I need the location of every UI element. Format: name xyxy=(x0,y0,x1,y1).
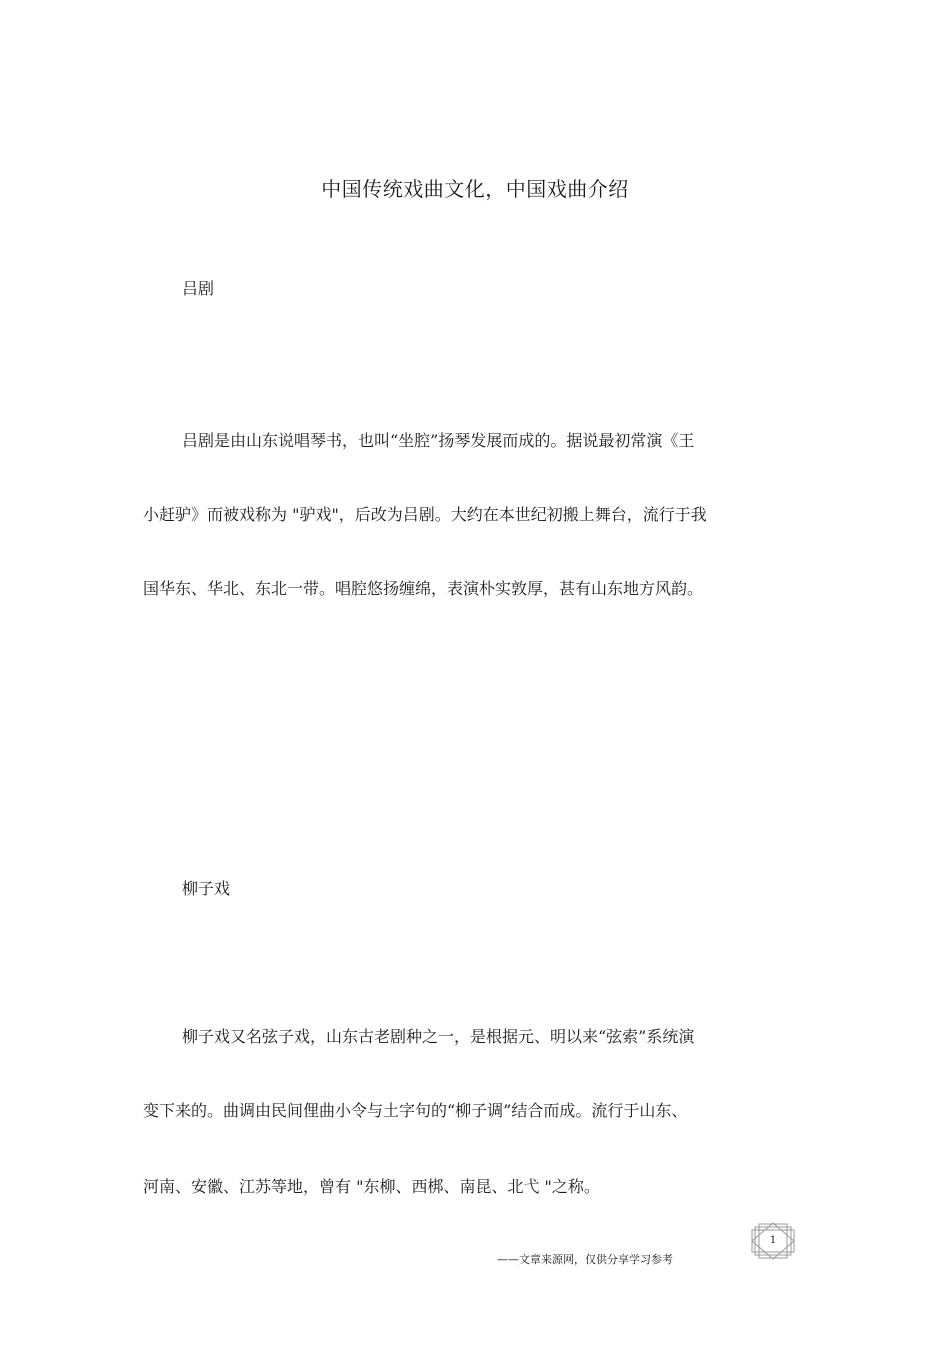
source-note: ——文章来源网，仅供分享学习参考 xyxy=(497,1253,673,1266)
paragraph-line: 柳子戏又名弦子戏，山东古老剧种之一，是根据元、明以来“弦索”系统演 xyxy=(182,1027,695,1046)
document-title: 中国传统戏曲文化，中国戏曲介绍 xyxy=(321,177,629,201)
section-heading-lvju: 吕剧 xyxy=(182,279,215,298)
paragraph-line: 小赶驴》而被戏称为 "驴戏"，后改为吕剧。大约在本世纪初搬上舞台，流行于我 xyxy=(143,505,707,524)
paragraph-line: 变下来的。曲调由民间俚曲小令与土字句的“柳子调”结合而成。流行于山东、 xyxy=(143,1101,688,1120)
section-heading-liuzixi: 柳子戏 xyxy=(182,879,231,898)
paragraph-line: 河南、安徽、江苏等地，曾有 "东柳、西梆、南昆、北弋 "之称。 xyxy=(143,1177,600,1196)
page-number-badge xyxy=(749,1222,797,1260)
page-number: 1 xyxy=(769,1235,777,1246)
paragraph-line: 吕剧是由山东说唱琴书，也叫“坐腔”扬琴发展而成的。据说最初常演《王 xyxy=(182,431,695,450)
paragraph-line: 国华东、华北、东北一带。唱腔悠扬缠绵，表演朴实敦厚，甚有山东地方风韵。 xyxy=(143,579,704,598)
